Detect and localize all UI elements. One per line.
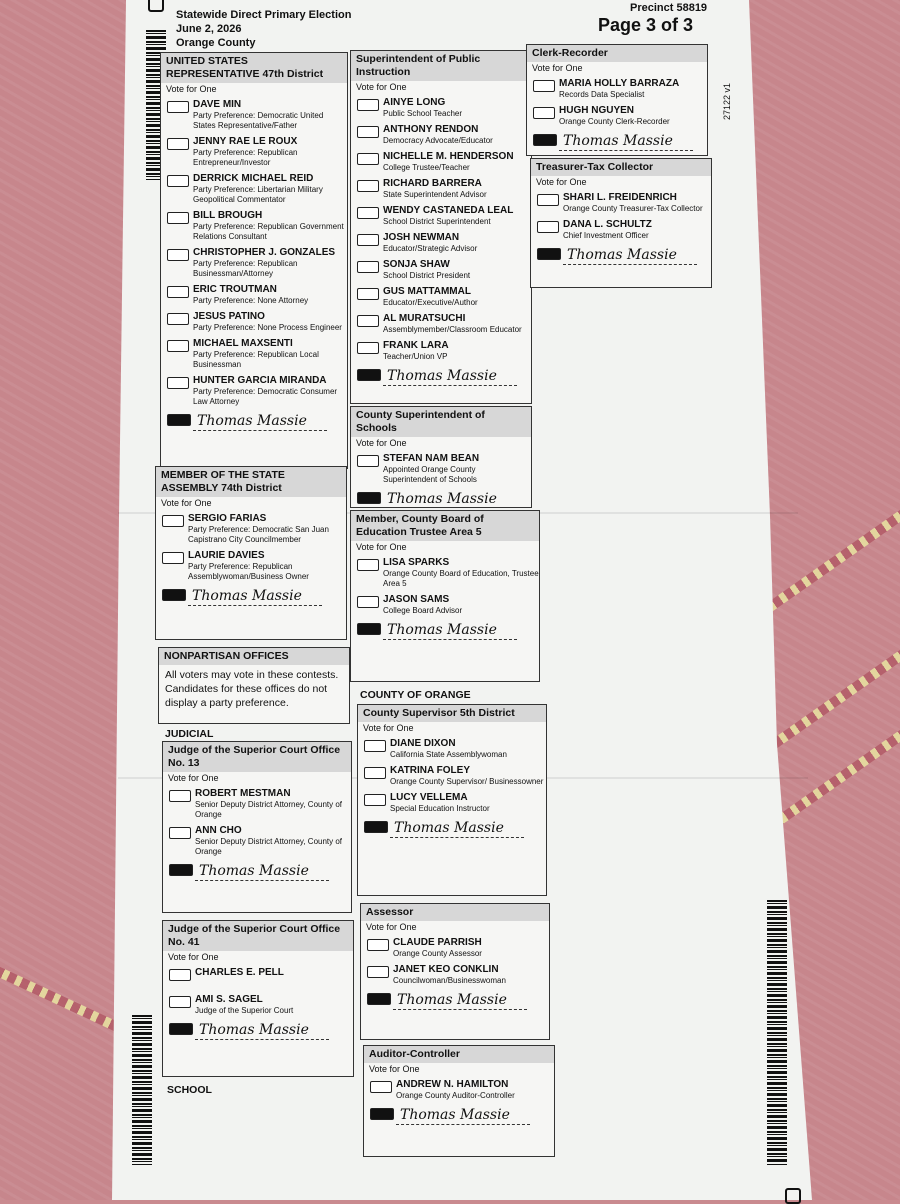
vote-oval[interactable] <box>167 101 189 113</box>
vote-oval[interactable] <box>169 827 191 839</box>
write-in-name[interactable]: Thomas Massie <box>195 1021 329 1040</box>
candidate-option[interactable] <box>161 375 347 407</box>
vote-oval[interactable] <box>167 286 189 298</box>
candidate-description: Assemblymember/Classroom Educator <box>383 325 522 334</box>
contest-superintendent-public-instruction <box>350 50 532 404</box>
write-in-option[interactable] <box>156 587 346 609</box>
contest-clerk-recorder <box>526 44 708 156</box>
contest-state-assembly <box>155 466 347 640</box>
candidate-option[interactable] <box>351 124 531 146</box>
candidate-name: MICHAEL MAXSENTI <box>193 338 293 349</box>
candidate-name: WENDY CASTANEDA LEAL <box>383 205 514 216</box>
write-in-oval-filled[interactable] <box>169 1023 193 1035</box>
contest-title: Member, County Board of Education Trustee Area 5 <box>351 511 539 541</box>
contest-county-supervisor <box>357 704 547 896</box>
vote-oval[interactable] <box>357 126 379 138</box>
write-in-name[interactable]: Thomas Massie <box>383 367 517 386</box>
vote-for-one: Vote for One <box>161 498 212 508</box>
write-in-option[interactable] <box>364 1106 554 1128</box>
contest-treasurer-tax-collector <box>530 158 712 288</box>
candidate-name: AINYE LONG <box>383 97 446 108</box>
write-in-name[interactable]: Thomas Massie <box>193 412 327 431</box>
candidate-description: Party Preference: Democratic Consumer Law Attorney <box>193 387 338 406</box>
election-name: Statewide Direct Primary Election <box>176 9 352 21</box>
vote-oval[interactable] <box>364 767 386 779</box>
write-in-oval-filled[interactable] <box>537 248 561 260</box>
candidate-option[interactable] <box>351 205 531 227</box>
candidate-name: AMI S. SAGEL <box>195 994 263 1005</box>
candidate-option[interactable] <box>161 311 347 333</box>
vote-oval[interactable] <box>357 180 379 192</box>
contest-county-superintendent <box>350 406 532 508</box>
candidate-option[interactable] <box>351 594 539 616</box>
candidate-name: LUCY VELLEMA <box>390 792 468 803</box>
candidate-name: STEFAN NAM BEAN <box>383 453 480 464</box>
candidate-option[interactable] <box>351 340 531 362</box>
vote-oval[interactable] <box>364 794 386 806</box>
candidate-name: SONJA SHAW <box>383 259 450 270</box>
vote-oval[interactable] <box>167 175 189 187</box>
candidate-description: Judge of the Superior Court <box>195 1006 294 1015</box>
candidate-option[interactable] <box>531 192 711 214</box>
candidate-option[interactable] <box>163 967 353 989</box>
candidate-name: RICHARD BARRERA <box>383 178 482 189</box>
write-in-oval-filled[interactable] <box>357 623 381 635</box>
candidate-description: Senior Deputy District Attorney, County of Orange <box>195 800 343 819</box>
candidate-option[interactable] <box>351 453 531 485</box>
nonpartisan-title: NONPARTISAN OFFICES <box>159 648 349 665</box>
candidate-description: Party Preference: Republican Government Relations Consultant <box>193 222 344 241</box>
contest-title: Judge of the Superior Court Office No. 41 <box>163 921 353 951</box>
candidate-option[interactable] <box>361 964 549 986</box>
vote-for-one: Vote for One <box>363 723 414 733</box>
candidate-name: MARIA HOLLY BARRAZA <box>559 78 680 89</box>
vote-oval[interactable] <box>357 596 379 608</box>
vote-oval[interactable] <box>357 207 379 219</box>
write-in-name[interactable]: Thomas Massie <box>383 490 517 508</box>
write-in-option[interactable] <box>351 621 539 643</box>
candidate-name: LAURIE DAVIES <box>188 550 265 561</box>
candidate-description: Councilwoman/Businesswoman <box>393 976 506 985</box>
candidate-name: NICHELLE M. HENDERSON <box>383 151 514 162</box>
candidate-option[interactable] <box>163 994 353 1016</box>
candidate-description: School District Superintendent <box>383 217 491 226</box>
candidate-option[interactable] <box>351 151 531 173</box>
write-in-option[interactable] <box>527 132 707 154</box>
contest-title: Treasurer-Tax Collector <box>531 159 711 176</box>
write-in-option[interactable] <box>163 1021 353 1043</box>
registration-mark <box>148 0 164 12</box>
candidate-description: Orange County Clerk-Recorder <box>559 117 670 126</box>
vote-for-one: Vote for One <box>166 84 217 94</box>
candidate-description: Democracy Advocate/Educator <box>383 136 493 145</box>
ballot-style-code: 27122 v1 <box>722 82 732 120</box>
candidate-option[interactable] <box>358 765 546 787</box>
write-in-oval-filled[interactable] <box>357 492 381 504</box>
registration-mark <box>785 1188 801 1204</box>
write-in-option[interactable] <box>163 862 351 884</box>
candidate-description: Party Preference: None Process Engineer <box>193 323 342 332</box>
ballot-header <box>176 8 351 50</box>
vote-oval[interactable] <box>357 559 379 571</box>
candidate-name: JOSH NEWMAN <box>383 232 460 243</box>
candidate-description: Orange County Treasurer-Tax Collector <box>563 204 703 213</box>
write-in-name[interactable]: Thomas Massie <box>188 587 322 606</box>
candidate-description: Orange County Board of Education, Trustee Area 5 <box>383 569 539 588</box>
write-in-oval-filled[interactable] <box>364 821 388 833</box>
candidate-option[interactable] <box>156 513 346 545</box>
write-in-option[interactable] <box>531 246 711 268</box>
candidate-option[interactable] <box>351 178 531 200</box>
candidate-description: Party Preference: Republican Entrepreneur/Investor <box>193 148 298 167</box>
vote-for-one: Vote for One <box>536 177 587 187</box>
vote-oval[interactable] <box>167 340 189 352</box>
write-in-name[interactable]: Thomas Massie <box>559 132 693 151</box>
candidate-name: SHARI L. FREIDENRICH <box>563 192 677 203</box>
vote-oval[interactable] <box>357 99 379 111</box>
vote-for-one: Vote for One <box>366 922 417 932</box>
candidate-description: Appointed Orange County Superintendent of Schools <box>383 465 477 484</box>
candidate-option[interactable] <box>161 173 347 205</box>
candidate-description: Party Preference: Republican Local Businessman <box>193 350 319 369</box>
candidate-description: Records Data Specialist <box>559 90 645 99</box>
vote-oval[interactable] <box>162 552 184 564</box>
candidate-description: Teacher/Union VP <box>383 352 448 361</box>
vote-oval[interactable] <box>537 194 559 206</box>
vote-oval[interactable] <box>357 261 379 273</box>
candidate-name: CLAUDE PARRISH <box>393 937 482 948</box>
candidate-option[interactable] <box>161 284 347 306</box>
candidate-option[interactable] <box>161 99 347 131</box>
candidate-option[interactable] <box>163 788 351 820</box>
write-in-name[interactable]: Thomas Massie <box>563 246 697 265</box>
candidate-option[interactable] <box>351 286 531 308</box>
vote-oval[interactable] <box>364 740 386 752</box>
candidate-description: School District President <box>383 271 471 280</box>
candidate-option[interactable] <box>351 232 531 254</box>
vote-oval[interactable] <box>167 138 189 150</box>
vote-oval[interactable] <box>357 342 379 354</box>
candidate-description: Educator/Strategic Advisor <box>383 244 478 253</box>
judicial-heading: JUDICIAL <box>165 728 214 740</box>
vote-oval[interactable] <box>370 1081 392 1093</box>
contest-assessor <box>360 903 550 1040</box>
vote-for-one: Vote for One <box>356 438 407 448</box>
candidate-option[interactable] <box>161 338 347 370</box>
candidate-name: DIANE DIXON <box>390 738 456 749</box>
write-in-option[interactable] <box>351 490 531 508</box>
write-in-oval-filled[interactable] <box>370 1108 394 1120</box>
write-in-option[interactable] <box>361 991 549 1013</box>
vote-oval[interactable] <box>167 249 189 261</box>
candidate-option[interactable] <box>527 78 707 100</box>
candidate-option[interactable] <box>531 219 711 241</box>
vote-for-one: Vote for One <box>356 82 407 92</box>
candidate-description: Public School Teacher <box>383 109 463 118</box>
election-date: June 2, 2026 <box>176 23 242 35</box>
contest-judge-41 <box>162 920 354 1077</box>
candidate-name: JASON SAMS <box>383 594 450 605</box>
candidate-option[interactable] <box>351 97 531 119</box>
candidate-description: California State Assemblywoman <box>390 750 507 759</box>
vote-oval[interactable] <box>367 939 389 951</box>
write-in-option[interactable] <box>351 367 531 389</box>
contest-county-board-education <box>350 510 540 682</box>
candidate-description: Orange County Assessor <box>393 949 482 958</box>
candidate-description: Party Preference: Democratic San Juan Capistrano City Councilmember <box>188 525 329 544</box>
candidate-option[interactable] <box>161 136 347 168</box>
vote-oval[interactable] <box>169 969 191 981</box>
vote-oval[interactable] <box>162 515 184 527</box>
contest-judge-13 <box>162 741 352 913</box>
write-in-option[interactable] <box>161 412 347 434</box>
vote-oval[interactable] <box>367 966 389 978</box>
write-in-oval-filled[interactable] <box>367 993 391 1005</box>
vote-for-one: Vote for One <box>168 952 219 962</box>
contest-us-representative <box>160 52 348 469</box>
contest-title: Judge of the Superior Court Office No. 13 <box>163 742 351 772</box>
write-in-name[interactable]: Thomas Massie <box>390 819 524 838</box>
candidate-name: GUS MATTAMMAL <box>383 286 471 297</box>
vote-oval[interactable] <box>357 288 379 300</box>
candidate-name: ANN CHO <box>195 825 242 836</box>
vote-oval[interactable] <box>357 234 379 246</box>
candidate-description: Chief Investment Officer <box>563 231 649 240</box>
write-in-name[interactable]: Thomas Massie <box>383 621 517 640</box>
vote-oval[interactable] <box>167 377 189 389</box>
candidate-name: KATRINA FOLEY <box>390 765 470 776</box>
candidate-name: AL MURATSUCHI <box>383 313 466 324</box>
candidate-name: DERRICK MICHAEL REID <box>193 173 314 184</box>
candidate-name: ANTHONY RENDON <box>383 124 479 135</box>
write-in-name[interactable]: Thomas Massie <box>393 991 527 1010</box>
candidate-option[interactable] <box>351 557 539 589</box>
vote-oval[interactable] <box>537 221 559 233</box>
candidate-description: Party Preference: Libertarian Military Geopolitical Commentator <box>193 185 323 204</box>
candidate-description: Party Preference: Republican Businessman/Attorney <box>193 259 298 278</box>
county-name: Orange County <box>176 37 256 49</box>
candidate-description: Senior Deputy District Attorney, County of Orange <box>195 837 343 856</box>
candidate-option[interactable] <box>351 259 531 281</box>
timing-barcode <box>767 900 787 1165</box>
candidate-name: FRANK LARA <box>383 340 449 351</box>
contest-title: County Superintendent of Schools <box>351 407 531 437</box>
school-heading: SCHOOL <box>167 1084 212 1096</box>
write-in-name[interactable]: Thomas Massie <box>396 1106 530 1125</box>
candidate-option[interactable] <box>161 210 347 242</box>
contest-title: Clerk-Recorder <box>527 45 707 62</box>
vote-oval[interactable] <box>167 212 189 224</box>
nonpartisan-info <box>158 647 350 724</box>
contest-title: MEMBER OF THE STATE ASSEMBLY 74th District <box>156 467 346 497</box>
candidate-option[interactable] <box>351 313 531 335</box>
candidate-name: CHARLES E. PELL <box>195 967 284 978</box>
vote-oval[interactable] <box>357 315 379 327</box>
candidate-option[interactable] <box>527 105 707 127</box>
candidate-name: JENNY RAE LE ROUX <box>193 136 298 147</box>
candidate-name: BILL BROUGH <box>193 210 263 221</box>
candidate-option[interactable] <box>361 937 549 959</box>
candidate-name: HUGH NGUYEN <box>559 105 635 116</box>
candidate-description: Special Education Instructor <box>390 804 490 813</box>
write-in-option[interactable] <box>358 819 546 841</box>
candidate-description: College Board Advisor <box>383 606 463 615</box>
vote-for-one: Vote for One <box>168 773 219 783</box>
vote-oval[interactable] <box>533 80 555 92</box>
nonpartisan-text: All voters may vote in these contests. Candidates for these offices do not display a party preference. <box>165 669 339 709</box>
write-in-oval-filled[interactable] <box>167 414 191 426</box>
contest-title: County Supervisor 5th District <box>358 705 546 722</box>
vote-oval[interactable] <box>533 107 555 119</box>
candidate-description: Orange County Supervisor/ Businessowner <box>390 777 544 786</box>
write-in-oval-filled[interactable] <box>162 589 186 601</box>
candidate-name: HUNTER GARCIA MIRANDA <box>193 375 327 386</box>
candidate-description: College Trustee/Teacher <box>383 163 470 172</box>
candidate-name: JANET KEO CONKLIN <box>393 964 499 975</box>
timing-barcode <box>132 1015 152 1165</box>
candidate-option[interactable] <box>156 550 346 582</box>
candidate-option[interactable] <box>163 825 351 857</box>
write-in-oval-filled[interactable] <box>357 369 381 381</box>
county-of-orange-heading: COUNTY OF ORANGE <box>360 689 471 701</box>
candidate-option[interactable] <box>161 247 347 279</box>
contest-auditor-controller <box>363 1045 555 1157</box>
vote-for-one: Vote for One <box>356 542 407 552</box>
candidate-option[interactable] <box>364 1079 554 1101</box>
candidate-description: Educator/Executive/Author <box>383 298 478 307</box>
contest-title: UNITED STATES REPRESENTATIVE 47th District <box>161 53 347 83</box>
contest-title: Superintendent of Public Instruction <box>351 51 531 81</box>
candidate-description: Party Preference: Democratic United States Representative/Father <box>193 111 324 130</box>
write-in-oval-filled[interactable] <box>533 134 557 146</box>
write-in-name[interactable]: Thomas Massie <box>195 862 329 881</box>
candidate-option[interactable] <box>358 792 546 814</box>
candidate-description: Party Preference: None Attorney <box>193 296 309 305</box>
vote-oval[interactable] <box>169 996 191 1008</box>
candidate-option[interactable] <box>358 738 546 760</box>
precinct-number: Precinct 58819 <box>630 2 708 14</box>
vote-oval[interactable] <box>357 455 379 467</box>
candidate-name: CHRISTOPHER J. GONZALES <box>193 247 336 258</box>
vote-for-one: Vote for One <box>532 63 583 73</box>
candidate-name: ANDREW N. HAMILTON <box>396 1079 509 1090</box>
candidate-name: DANA L. SCHULTZ <box>563 219 652 230</box>
contest-title: Assessor <box>361 904 549 921</box>
contest-title: Auditor-Controller <box>364 1046 554 1063</box>
candidate-name: ERIC TROUTMAN <box>193 284 277 295</box>
candidate-description: Orange County Auditor-Controller <box>396 1091 515 1100</box>
candidate-name: JESUS PATINO <box>193 311 265 322</box>
candidate-description: Party Preference: Republican Assemblywoman/Business Owner <box>188 562 309 581</box>
candidate-name: SERGIO FARIAS <box>188 513 267 524</box>
candidate-description: State Superintendent Advisor <box>383 190 487 199</box>
page-number: Page 3 of 3 <box>598 15 694 35</box>
candidate-name: LISA SPARKS <box>383 557 450 568</box>
vote-oval[interactable] <box>357 153 379 165</box>
vote-oval[interactable] <box>169 790 191 802</box>
candidate-name: ROBERT MESTMAN <box>195 788 291 799</box>
write-in-oval-filled[interactable] <box>169 864 193 876</box>
candidate-name: DAVE MIN <box>193 99 242 110</box>
vote-for-one: Vote for One <box>369 1064 420 1074</box>
vote-oval[interactable] <box>167 313 189 325</box>
